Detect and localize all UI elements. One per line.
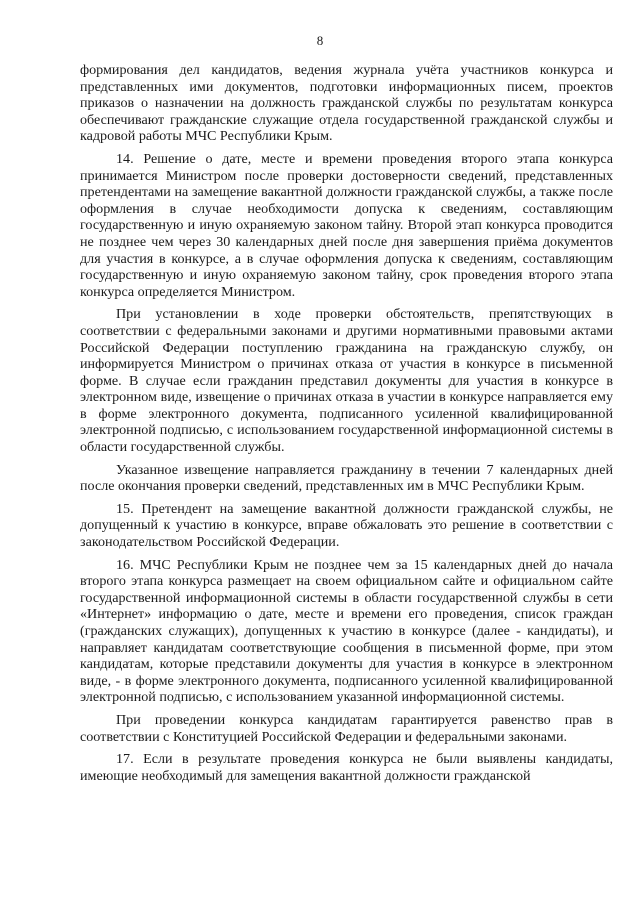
document-body (80, 62, 613, 790)
paragraph-17: 17. Если в результате проведения конкурса не были выявлены кандидаты, имеющие необходимый для замещения вакантной должности гражданской (80, 751, 613, 784)
paragraph-16-equality: При проведении конкурса кандидатам гарантируется равенство прав в соответствии с Конституцией Российской Федерации и федеральными законами. (80, 711, 613, 745)
page-number: 8 (316, 33, 324, 48)
paragraph-14-notice: Указанное извещение направляется гражданину в течении 7 календарных дней после окончания проверки сведений, представленных им в МЧС Республики Крым. (80, 461, 613, 495)
paragraph-continuation: формирования дел кандидатов, ведения журнала учёта участников конкурса и представленных ими документов, подготовки информационных писем, проектов приказов о назначении на должность гражданской службы по результатам конкурса обеспечивают гражданские служащие отдела государственной гражданской службы и кадровой работы МЧС Республики Крым. (80, 62, 613, 145)
paragraph-14-refusal: При установлении в ходе проверки обстоятельств, препятствующих в соответствии с федеральными законами и другими нормативными правовыми актами Российской Федерации поступлению гражданина на гражданскую службу, он информируется Министром о причинах отказа от участия в конкурсе в письменной форме. В случае если гражданин представил документы для участия в конкурсе в электронном виде, извещение о причинах отказа в участии в конкурсе направляется ему в форме электронного документа, подписанного усиленной квалифицированной электронной подписью, с использованием государственной информационной системы в области государственной службы. (80, 306, 613, 456)
paragraph-15: 15. Претендент на замещение вакантной должности гражданской службы, не допущенный к участию в конкурсе, вправе обжаловать это решение в соответствии с законодательством Российской Федерации. (80, 500, 613, 551)
paragraph-16: 16. МЧС Республики Крым не позднее чем за 15 календарных дней до начала второго этапа конкурса размещает на своем официальном сайте и официальном сайте государственной информационной системы в области государственной службы в сети «Интернет» информацию о дате, месте и времени его проведения, список граждан (гражданских служащих), допущенных к участию в конкурсе (далее - кандидаты), и направляет кандидатам соответствующие сообщения в письменной форме, при этом кандидатам, которые представили документы для участия в конкурсе в электронном виде, - в форме электронного документа, подписанного усиленной квалифицированной электронной подписью, с использованием указанной информационной системы. (80, 556, 613, 706)
paragraph-14: 14. Решение о дате, месте и времени проведения второго этапа конкурса принимается Министром после проверки достоверности сведений, представленных претендентами на замещение вакантной должности гражданской службы, а также после оформления в случае необходимости допуска к сведениям, составляющим государственную и иную охраняемую законом тайну. Второй этап конкурса проводится не позднее чем через 30 календарных дней после дня завершения приёма документов для участия в конкурсе, а в случае оформления допуска к сведениям, составляющим государственную и иную охраняемую законом тайну, срок проведения второго этапа конкурса определяется Министром. (80, 150, 613, 300)
